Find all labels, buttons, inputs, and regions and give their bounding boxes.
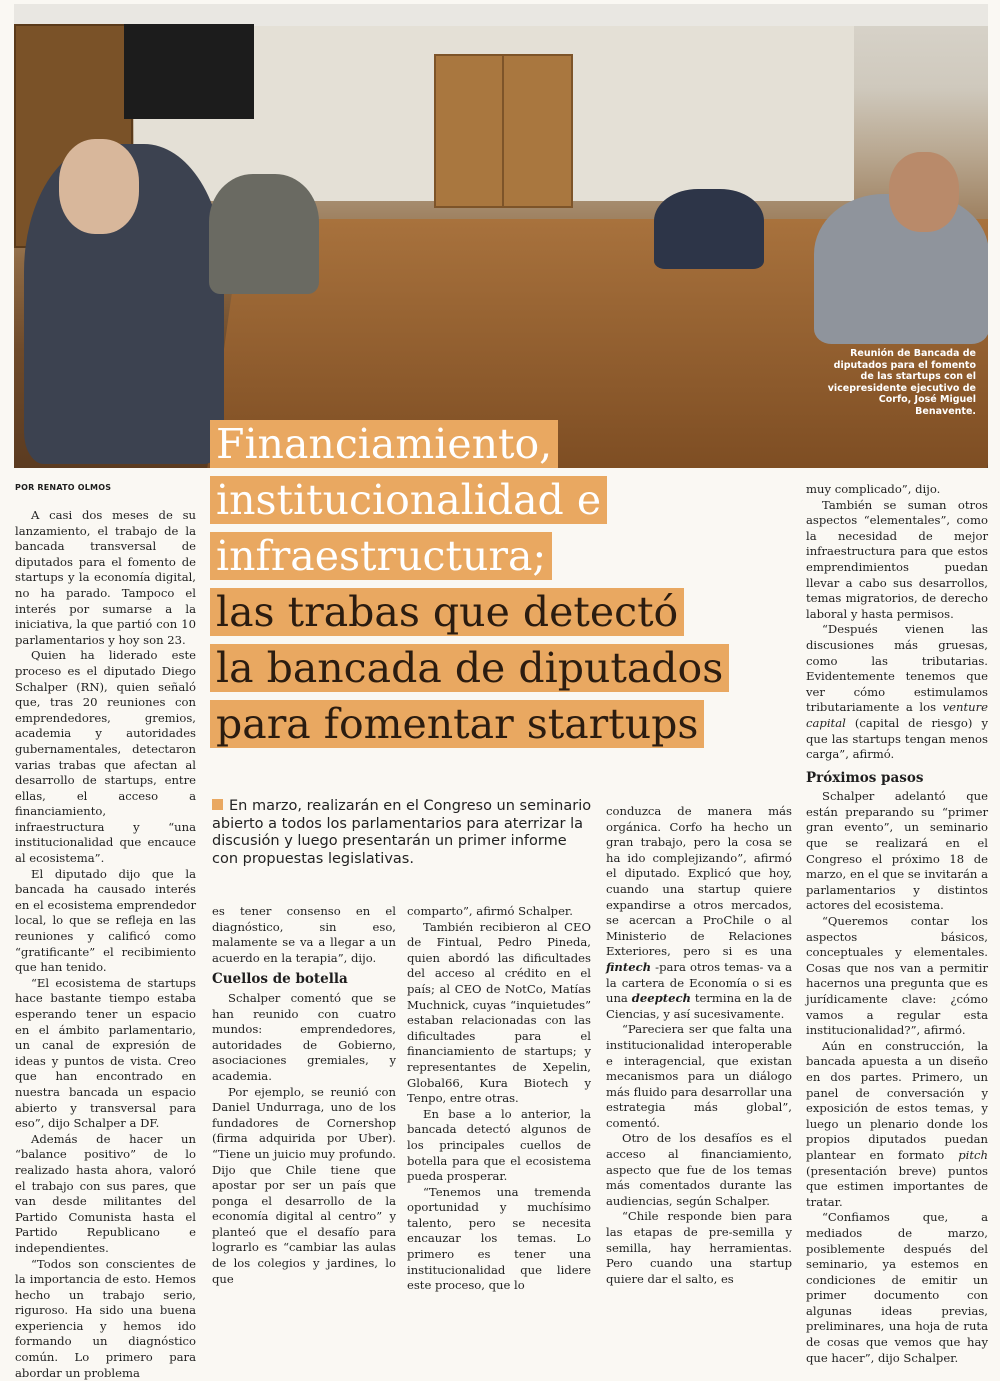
paragraph: Además de hacer un “balance positivo” de lo realizado hasta ahora, valoró el trabajo con sus pares, que van desde militantes del Partido Comunista hasta el Partido Republicano e independientes. [15,1132,196,1257]
headline-line-2: institucionalidad e [210,476,607,524]
byline: POR RENATO OLMOS [15,483,111,492]
paragraph: También se suman otros aspectos “elementales”, como la necesidad de mejor infraestructura para que estos emprendimientos puedan llevar a cabo sus desarrollos, temas migratorios, de derecho laboral y hasta permisos. [806,498,988,623]
paragraph: También recibieron al CEO de Fintual, Pedro Pineda, quien abordó las dificultades del acceso al crédito en el país; al CEO de NotCo, Matías Muchnick, cuyas “inquietudes” estaban relacionadas con las dificultades para el financiamiento de startups; y representantes de Xepelin, Global66, Kura Biotech y Tenpo, entre otras. [407,920,591,1107]
column-4 [606,804,792,1287]
term-deeptech: deeptech [632,991,691,1005]
paragraph: “Queremos contar los aspectos básicos, conceptuales y elementales. Cosas que nos van a permitir hacernos una pregunta que es jurídicamente clave: ¿cómo vamos a regular esta institucionalidad?”, afirmó. [806,914,988,1039]
text-run: (capital de riesgo) y que las startups tengan menos carga”, afirmó. [806,716,988,761]
term-venture-capital: venture capital [806,700,988,730]
paragraph: comparto”, afirmó Schalper. [407,904,591,920]
paragraph: “Todos son conscientes de la importancia de esto. Hemos hecho un trabajo serio, riguroso. Ha sido una buena experiencia y hemos ido formando un diagnóstico común. Lo primero para abordar un problema [15,1257,196,1381]
term-pitch: pitch [958,1148,988,1162]
meeting-photo [14,4,988,468]
headline-line-1: Financiamiento, [210,420,558,468]
ceiling [14,4,988,26]
person-grey-hair [209,174,319,294]
text-run: termina en la de Ciencias, y así sucesivamente. [606,991,792,1021]
text-run: conduzca de manera más orgánica. Corfo ha hecho un gran trabajo, pero la cosa se ha ido complejizando”, afirmó el diputado. Explicó que hoy, cuando una startup quiere expandirse a otros mercados, se acercan a ProChile o al Ministerio de Relaciones Exteriores, pero si es una [606,804,792,958]
column-5 [806,482,988,1366]
bullet-square-icon [212,799,223,810]
wall-screen [124,24,254,119]
headline-line-6: para fomentar startups [210,700,704,748]
headline-line-3: infraestructura; [210,532,552,580]
paragraph: Otro de los desafíos es el acceso al financiamiento, aspecto que fue de los temas más comentados durante las audiencias, según Schalper. [606,1131,792,1209]
text-run: Aún en construcción, la bancada apuesta a un diseño en dos partes. Primero, un panel de conversación y exposición de estos temas, y luego un plenario donde los propios diputados puedan plantear en formato [806,1039,988,1162]
paragraph [806,622,988,762]
paragraph: A casi dos meses de su lanzamiento, el trabajo de la bancada transversal de diputados para el fomento de startups y la economía digital, no ha parado. Tampoco el interés por sumarse a la iniciativa, la que partió con 10 parlamentarios y hoy son 23. [15,508,196,648]
paragraph: es tener consenso en el diagnóstico, sin eso, malamente se va a llegar a un acuerdo en la terapia”, dijo. [212,904,396,966]
subheading-cuellos: Cuellos de botella [212,972,396,988]
paragraph: Por ejemplo, se reunió con Daniel Undurraga, uno de los fundadores de Cornershop (firma adquirida por Uber). “Tiene un juicio muy profundo. Dijo que Chile tiene que apostar por ser un país que ponga el desarrollo de la economía digital al centro” y planteó que el desafío para lograrlo es “cambiar las aulas de los colegios y jardines, lo que [212,1085,396,1288]
headline-line-5: la bancada de diputados [210,644,729,692]
text-run: “Después vienen las discusiones más gruesas, como las tributarias. Evidentemente tenemos que ver cómo estimulamos tributariamente a los [806,622,988,714]
summary-lead [212,798,592,868]
wooden-door [434,54,573,208]
person-center-right [654,189,764,269]
paragraph: “El ecosistema de startups hace bastante tiempo estaba esperando tener un espacio en el ámbito parlamentario, un canal de expresión de ideas y puntos de vista. Creo que han encontrado en nuestra bancada un espacio abierto y transversal para eso”, dijo Schalper a DF. [15,976,196,1132]
paragraph [806,1039,988,1211]
paragraph: “Pareciera ser que falta una institucionalidad interoperable e interagencial, que existan mecanismos para un diálogo más fluido para desarrollar una estrategia más global”, comentó. [606,1022,792,1131]
paragraph: Schalper comentó que se han reunido con cuatro mundos: emprendedores, autoridades de Gobierno, asociaciones gremiales, y academia. [212,991,396,1085]
paragraph: “Chile responde bien para las etapas de pre-semilla y semilla, hay herramientas. Pero cuando una startup quiere dar el salto, es [606,1209,792,1287]
text-run: (presentación breve) puntos que estimen importantes de tratar. [806,1164,988,1209]
face-left [59,139,139,234]
column-2 [212,904,396,1287]
paragraph [606,804,792,1022]
paragraph: muy complicado”, dijo. [806,482,988,498]
text-run: -para otros temas- va a la cartera de Economía o si es una [606,960,792,1005]
paragraph: En base a lo anterior, la bancada detectó algunos de los principales cuellos de botella para que el ecosistema pueda prosperar. [407,1107,591,1185]
paragraph: Schalper adelantó que están preparando su “primer gran evento”, un seminario que se realizará en el Congreso el próximo 18 de marzo, en el que se invitarán a parlamentarios y distintos actores del ecosistema. [806,789,988,914]
headline-line-4: las trabas que detectó [210,588,684,636]
paragraph: El diputado dijo que la bancada ha causado interés en el ecosistema emprendedor local, lo que se refleja en las reuniones y calificó como “gratificante” el recibimiento que han tenido. [15,867,196,976]
headline [210,416,810,752]
paragraph: Quien ha liderado este proceso es el diputado Diego Schalper (RN), quien señaló que, tras 20 reuniones con emprendedores, gremios, academia y autoridades gubernamentales, detectaron varias trabas que afectan al desarrollo de startups, entre ellas, el acceso a financiamiento, infraestructura y “una institucionalidad que encauce al ecosistema”. [15,648,196,866]
term-fintech: fintech [606,960,651,974]
subheading-proximos: Próximos pasos [806,771,988,787]
paragraph: “Confiamos que, a mediados de marzo, posiblemente después del seminario, ya estemos en condiciones de emitir un primer documento con algunas ideas previas, preliminares, una hoja de ruta de cosas que vemos que hay que hacer”, dijo Schalper. [806,1210,988,1366]
photo-caption: Reunión de Bancada de diputados para el fomento de las startups con el vicepresidente ejecutivo de Corfo, José Miguel Benavente. [826,348,976,417]
column-1 [15,508,196,1381]
face-right [889,152,959,232]
column-3 [407,904,591,1294]
summary-text: En marzo, realizarán en el Congreso un seminario abierto a todos los parlamentarios para aterrizar la discusión y luego presentarán un primer informe con propuestas legislativas. [212,798,591,867]
paragraph: “Tenemos una tremenda oportunidad y muchísimo talento, pero se necesita encauzar los temas. Lo primero es tener una institucionalidad que lidere este proceso, que lo [407,1185,591,1294]
